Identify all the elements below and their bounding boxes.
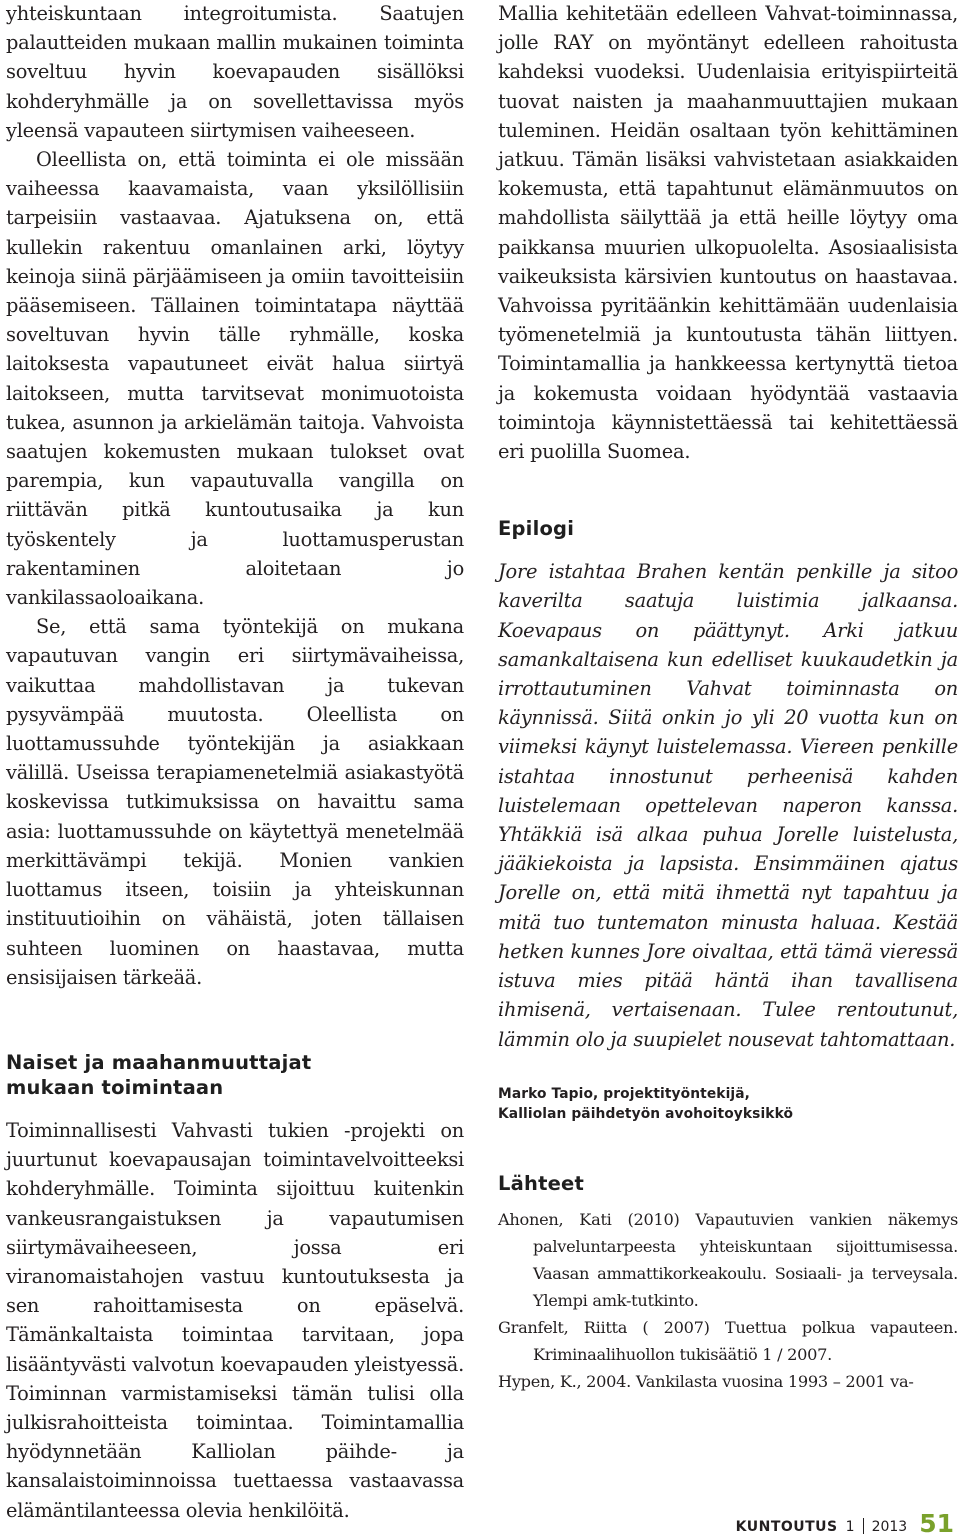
body-paragraph: Se, että sama työntekijä on mukana vapautuvan vangin eri siirtymävaiheissa, vaikuttaa mahdollistavan ja tukevan pysyvämpää muutosta. Oleellista on luottamussuhde työntekijän ja asiakkaan välillä. Useissa terapiamenetelmiä asiakastyötä koskevissa tutkimuksissa on havaittu sama asia: luottamussuhde on käytettyä menetelmää merkittävämpi tekijä. Monien vankien luottamus itseen, toisiin ja yhteiskunnan instituutioihin on vähäistä, joten tällaisen suhteen luominen on haastavaa, mutta ensisijaisen tärkeää. [6,615,464,989]
page-footer [736,1506,954,1538]
byline-author: Marko Tapio, projektityöntekijä, [498,1085,750,1102]
footer-magazine-name: KUNTOUTUS [735,1519,838,1535]
byline [498,1084,958,1125]
epilogue-heading: Epilogi [498,517,575,541]
section-heading: Naiset ja maahanmuuttajat mukaan toimintaan [6,1050,312,1099]
body-paragraph: Toiminnallisesti Vahvasti tukien -projekti on juurtunut koevapausajan toimintavelvoitteeksi kohderyhmälle. Toiminta sijoittuu kuitenkin vankeusrangaistuksen ja vapautumisen siirtymävaiheeseen, jossa eri viranomaistahojen vastuu kuntoutuksesta ja sen rahoittamisesta on epäselvä. Tämänkaltaista toimintaa tarvitaan, jopa lisääntyvästi valvotun koevapauden yleistyessä. Toiminnan varmistamiseksi tämän tulisi olla julkisrahoitteista toimintaa. Toimintamallia hyödynnetään Kalliolan päihde- ja kansalaistoiminnoissa tuettaessa vastaavassa elämäntilanteessa olevia henkilöitä. [6,1118,464,1522]
reference-item: Ahonen, Kati (2010) Vapautuvien vankien näkemys palveluntarpeesta yhteiskuntaan sijoittumisessa. Vaasan ammattikorkeakoulu. Sosiaali- ja terveysala. Ylempi amk-tutkinto. [498,1209,958,1310]
byline-affiliation: Kalliolan päihdetyön avohoitoyksikkö [498,1106,794,1123]
references-heading: Lähteet [498,1171,584,1195]
right-column [498,0,958,1395]
body-paragraph: yhteiskuntaan integroitumista. Saatujen palautteiden mukaan mallin mukainen toiminta soveltuu hyvin koevapauden sisällöksi kohderyhmälle ja on sovellettavissa myös yleensä vapauteen siirtymisen vaiheeseen. [6,2,464,142]
references-list [498,1206,958,1395]
left-column [6,0,464,1525]
footer-year: 2013 [871,1519,908,1535]
reference-item: Granfelt, Riitta ( 2007) Tuettua polkua vapauteen. Kriminaalihuollon tukisäätiö 1 / 2007. [498,1317,958,1364]
page-number: 51 [919,1509,954,1538]
body-paragraph: Oleellista on, että toiminta ei ole missään vaiheessa kaavamaista, vaan yksilöllisiin tarpeisiin vastaavaa. Ajatuksena on, että kullekin rakentuu omanlainen arki, löytyy keinoja siinä pärjäämiseen ja omiin tavoitteisiin pääsemiseen. Tällainen toimintatapa näyttää soveltuvan hyvin tälle ryhmälle, koska laitoksesta vapautuneet eivät halua siirtyä laitokseen, mutta tarvitsevat monimuotoista tukea, asunnon ja arkielämän taitoja. Vahvoista saatujen kokemusten mukaan tulokset ovat parempia, kun vapautuvalla vangilla on riittävän pitkä kuntoutusaika ja kun työskentely ja luottamusperustan rakentaminen aloitetaan jo vankilassaoloaikana. [6,148,464,610]
reference-item: Hypen, K., 2004. Vankilasta vuosina 1993 – 2001 va- [498,1371,914,1391]
epilogue-text: Jore istahtaa Brahen kentän penkille ja sitoo kaverilta saatuja luistimia jalkaansa. Koevapaus on päättynyt. Arki jatkuu samankaltaisena kun edelliset kuukaudetkin ja irrottautuminen Vahvat toiminnasta on käynnissä. Siitä onkin jo yli 20 vuotta kun on viimeksi käynyt luistelemassa. Viereen penkille istahtaa innostunut perheenisä kahden luistelemaan opettelevan naperon kanssa. Yhtäkkiä isä alkaa puhua Jorelle luistelusta, jääkiekoista ja lapsista. Ensimmäinen ajatus Jorelle on, että mitä ihmettä nyt tapahtuu ja mitä tuo tuntematon minusta haluaa. Kestää hetken kunnes Jore oivaltaa, että tämä vieressä istuva mies pitää häntä ihan tavallisena ihmisenä, vertaisenaan. Tulee rentoutunut, lämmin olo ja suupielet nousevat tahtomattaan. [498,560,958,1051]
body-paragraph: Mallia kehitetään edelleen Vahvat-toiminnassa, jolle RAY on myöntänyt edelleen rahoitusta kahdeksi vuodeksi. Uudenlaisia erityispiirteitä tuovat naisten ja maahanmuuttajien mukaan tuleminen. Heidän osaltaan työn kehittäminen jatkuu. Tämän lisäksi vahvistetaan asiakkaiden kokemusta, että tapahtunut elämänmuutos on mahdollista säilyttää ja että heille löytyy oma paikkansa muurien ulkopuolelta. Asosiaalisista vaikeuksista kärsivien kuntoutus on haastavaa. Vahvoissa pyritäänkin kehittämään uudenlaisia työmenetelmiä ja kuntoutusta tähän liittyen. Toimintamallia ja hankkeessa kertynyttä tietoa ja kokemusta voidaan hyödyntää vastaavia toimintoja käynnistettäessä tai kehitettäessä eri puolilla Suomea. [498,2,958,464]
footer-issue: 1 [845,1519,855,1535]
footer-divider [863,1518,864,1534]
